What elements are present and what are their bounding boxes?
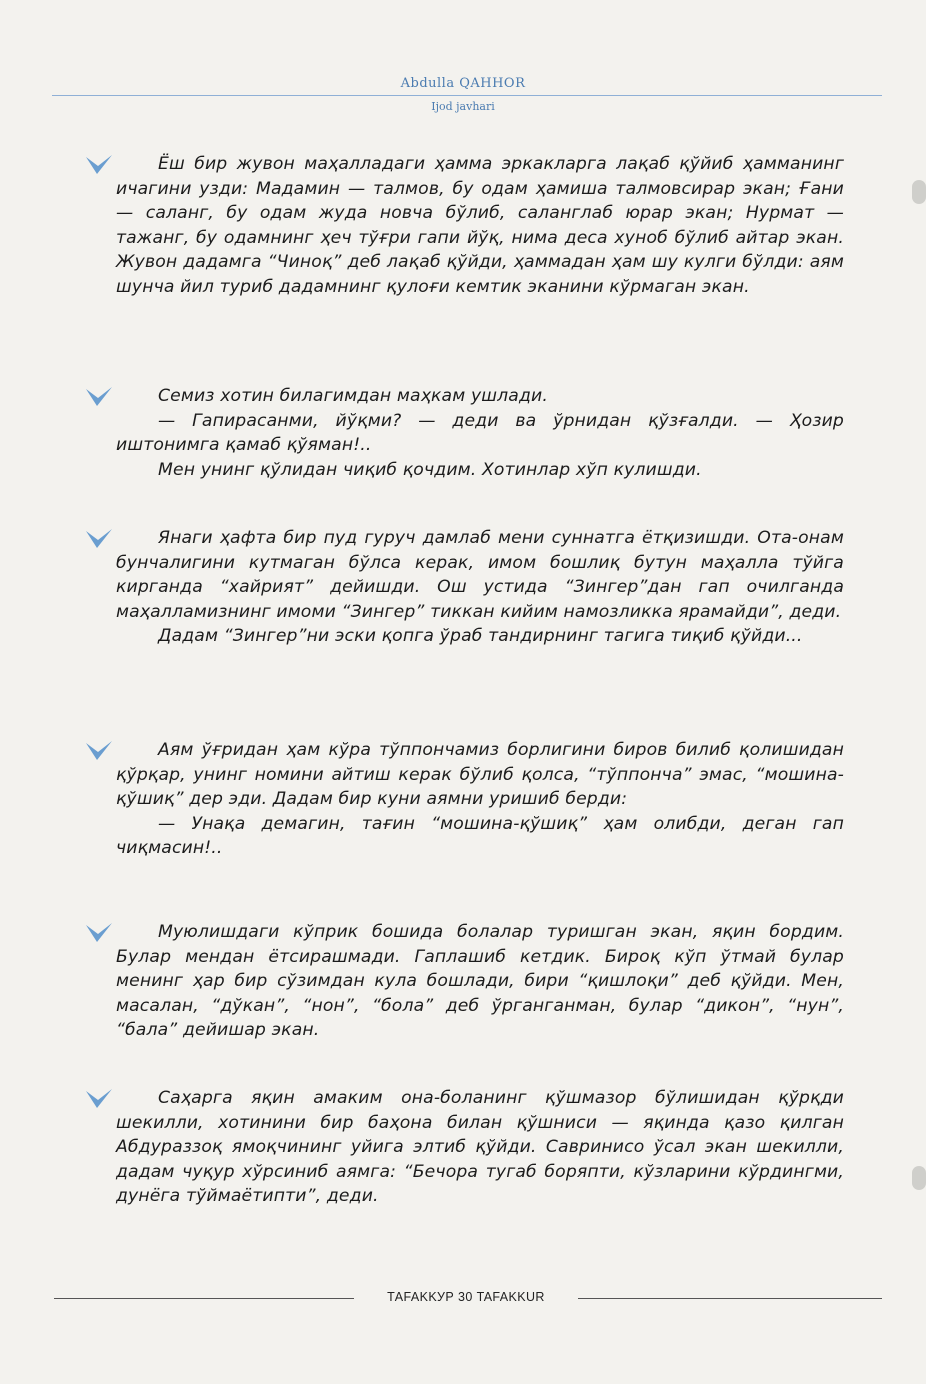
header-divider bbox=[52, 95, 882, 96]
text-section-4 bbox=[84, 738, 844, 861]
checkmark-bullet-icon bbox=[84, 386, 114, 408]
text-section-3 bbox=[84, 526, 844, 649]
checkmark-bullet-icon bbox=[84, 740, 114, 762]
footer-page-label: ТАFAKKУР 30 TAFAKKUR bbox=[387, 1290, 545, 1304]
checkmark-bullet-icon bbox=[84, 528, 114, 550]
header-subtitle: Ijod javhari bbox=[431, 100, 495, 113]
checkmark-bullet-icon bbox=[84, 1088, 114, 1110]
paragraph: Янаги ҳафта бир пуд гуруч дамлаб мени суннатга ётқизишди. Ота-онам бунчалигини кутмаган бўлса керак, имом бошлиқ бутун маҳалла тўйга кирганда “хайрият” дейишди. Ош устида “Зингер”дан гап очилганда маҳалламизнинг имоми “Зингер” тиккан кийим намозликка ярамайди”, деди. bbox=[116, 528, 844, 622]
binder-hole bbox=[912, 180, 926, 204]
footer-rule-right bbox=[578, 1298, 882, 1299]
page-footer bbox=[0, 1288, 926, 1308]
paragraph: — Унақа демагин, тағин “мошина-қўшиқ” ҳам олибди, деган гап чиқмасин!.. bbox=[116, 813, 844, 858]
footer-rule-left bbox=[54, 1298, 354, 1299]
paragraph: Семиз хотин билагимдан маҳкам ушлади. bbox=[158, 386, 548, 406]
paragraph: Аям ўғридан ҳам кўра тўппончамиз борлигини биров билиб қолишидан қўрқар, унинг номини айтиш керак бўлиб қолса, “тўппонча” эмас, “мошина-қўшиқ” дер эди. Дадам бир куни аямни уришиб берди: bbox=[116, 740, 844, 809]
header-author: Abdulla QAHHOR bbox=[400, 76, 526, 91]
paragraph: Муюлишдаги кўприк бошида болалар туришган экан, яқин бордим. Булар мендан ётсирашмади. Гаплашиб кетдик. Бироқ кўп ўтмай булар менинг ҳар бир сўзимдан кула бошлади, бири “қишлоқи” деб қўйди. Мен, масалан, “дўкан”, “нон”, “бола” деб ўрганганман, булар “дикон”, “нун”, “бала” дейишар экан. bbox=[116, 922, 844, 1040]
checkmark-bullet-icon bbox=[84, 154, 114, 176]
text-section-1 bbox=[84, 152, 844, 299]
text-section-6 bbox=[84, 1086, 844, 1209]
paragraph: — Гапирасанми, йўқми? — деди ва ўрнидан қўзғалди. — Ҳозир иштонимга қамаб қўяман!.. bbox=[116, 410, 844, 455]
text-section-5 bbox=[84, 920, 844, 1043]
paragraph: Ёш бир жувон маҳалладаги ҳамма эркакларга лақаб қўйиб ҳамманинг ичагини узди: Мадамин — талмов, бу одам ҳамиша талмовсирар экан; Ғани — саланг, бу одам жуда новча бўлиб, саланглаб юрар экан; Нурмат — тажанг, бу одамнинг ҳеч тўғри гапи йўқ, нима деса хуноб бўлиб айтар экан. Жувон дадамга “Чиноқ” деб лақаб қўйди, ҳаммадан ҳам шу кулги бўлди: аям шунча йил туриб дадамнинг қулоғи кемтик эканини кўрмаган экан. bbox=[116, 154, 844, 297]
binder-hole bbox=[912, 1166, 926, 1190]
checkmark-bullet-icon bbox=[84, 922, 114, 944]
text-section-2 bbox=[84, 384, 844, 482]
paragraph: Саҳарга яқин амаким она-боланинг қўшмазор бўлишидан қўрқди шекилли, хотинини бир баҳона билан қўшниси — яқинда қазо қилган Абдураззоқ ямоқчининг уйига элтиб қўйди. Савринисо ўсал экан шекилли, дадам чуқур хўрсиниб аямга: “Бечора тугаб боряпти, кўзларини кўрдингми, дунёга тўймаётипти”, деди. bbox=[116, 1088, 844, 1206]
paragraph: Мен унинг қўлидан чиқиб қочдим. Хотинлар хўп кулишди. bbox=[158, 459, 702, 480]
paragraph: Дадам “Зингер”ни эски қопга ўраб тандирнинг тагига тиқиб қўйди... bbox=[158, 626, 803, 646]
